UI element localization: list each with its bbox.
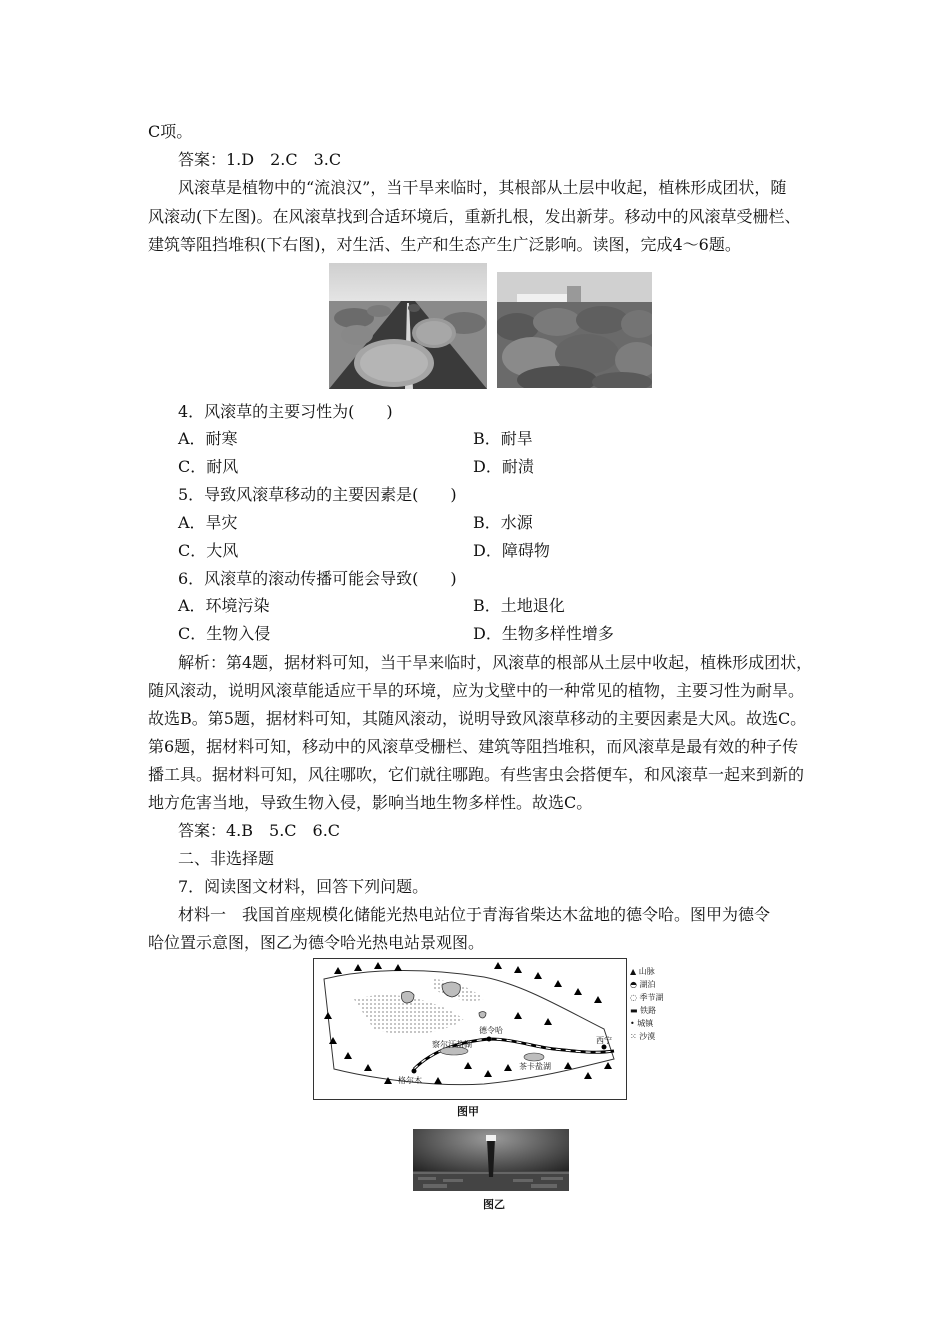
- seasonal-lake-icon: ◌: [630, 993, 637, 1002]
- option-6d: D．生物多样性增多: [473, 624, 614, 643]
- answer-line-2: 答案：4.B 5.C 6.C: [178, 821, 341, 840]
- legend-town: • 城镇: [630, 1019, 654, 1028]
- analysis-line: 第6题，据材料可知，移动中的风滚草受栅栏、建筑等阻挡堆积，而风滚草是最有效的种子传: [148, 737, 799, 756]
- lake-icon: ◓: [630, 980, 637, 989]
- text-line: C项。: [148, 122, 193, 141]
- mountain-icon: ▲: [630, 967, 637, 976]
- map-label-geermu: 格尔木: [398, 1076, 422, 1085]
- option-4c: C．耐风: [178, 457, 239, 476]
- location-map: [313, 958, 627, 1100]
- material-paragraph: 风滚动(下左图)。在风滚草找到合适环境后，重新扎根，发出新芽。移动中的风滚草受栅栏、: [148, 207, 801, 226]
- map-legend: [630, 965, 664, 1043]
- option-6a: A．环境污染: [178, 596, 270, 615]
- railway-icon: ▬: [630, 1006, 638, 1015]
- map-label-chaerhan: 察尔汗盐湖: [432, 1040, 472, 1049]
- question-6-stem: 6．风滚草的滚动传播可能会导致( ): [178, 569, 457, 588]
- option-6c: C．生物入侵: [178, 624, 271, 643]
- material-one: 哈位置示意图，图乙为德令哈光热电站景观图。: [148, 933, 485, 952]
- legend-mountain: ▲ 山脉: [630, 967, 655, 976]
- option-5a: A．旱灾: [178, 513, 238, 532]
- mountain-icons: [324, 962, 612, 1084]
- option-6b: B．土地退化: [473, 596, 565, 615]
- map-label-xining: 西宁: [596, 1036, 612, 1045]
- legend-seasonal-lake: ◌ 季节湖: [630, 993, 664, 1002]
- town-icon: •: [630, 1019, 635, 1028]
- answer-line-1: 答案：1.D 2.C 3.C: [178, 150, 342, 169]
- map-label-chaka: 茶卡盐湖: [519, 1062, 551, 1071]
- photo-caption: 图乙: [483, 1198, 505, 1211]
- analysis-line: 地方危害当地，导致生物入侵，影响当地生物多样性。故选C。: [148, 793, 593, 812]
- material-paragraph: 风滚草是植物中的“流浪汉”，当干旱来临时，其根部从土层中收起，植株形成团状，随: [178, 178, 787, 197]
- solar-plant-photo: [413, 1129, 569, 1191]
- material-one: 材料一 我国首座规模化储能光热电站位于青海省柴达木盆地的德令哈。图甲为德令: [178, 905, 771, 924]
- desert-icon: ⁙: [630, 1032, 637, 1041]
- tumbleweed-pile-photo: [497, 272, 652, 388]
- tumbleweed-road-photo: [329, 263, 487, 389]
- map-label-delingha: 德令哈: [479, 1026, 503, 1035]
- option-4d: D．耐渍: [473, 457, 534, 476]
- section-heading: 二、非选择题: [178, 849, 275, 868]
- option-5d: D．障碍物: [473, 541, 550, 560]
- option-4a: A．耐寒: [178, 429, 238, 448]
- option-5c: C．大风: [178, 541, 239, 560]
- material-paragraph: 建筑等阻挡堆积(下右图)，对生活、生产和生态产生广泛影响。读图，完成4～6题。: [148, 235, 741, 254]
- analysis-line: 播工具。据材料可知，风往哪吹，它们就往哪跑。有些害虫会搭便车，和风滚草一起来到新的: [148, 765, 805, 784]
- question-5-stem: 5．导致风滚草移动的主要因素是( ): [178, 485, 457, 504]
- option-5b: B．水源: [473, 513, 533, 532]
- question-4-stem: 4．风滚草的主要习性为( ): [178, 402, 393, 421]
- legend-railway: ▬ 铁路: [630, 1006, 657, 1015]
- map-caption: 图甲: [457, 1105, 479, 1118]
- question-7-stem: 7．阅读图文材料，回答下列问题。: [178, 877, 429, 896]
- legend-lake: ◓ 湖泊: [630, 980, 656, 989]
- legend-desert: ⁙ 沙漠: [630, 1032, 656, 1041]
- analysis-line: 故选B。第5题，据材料可知，其随风滚动，说明导致风滚草移动的主要因素是大风。故选C。: [148, 709, 807, 728]
- analysis-line: 解析：第4题，据材料可知，当干旱来临时，风滚草的根部从土层中收起，植株形成团状，: [178, 653, 813, 672]
- analysis-line: 随风滚动，说明风滚草能适应干旱的环境，应为戈壁中的一种常见的植物，主要习性为耐旱。: [148, 681, 805, 700]
- option-4b: B．耐旱: [473, 429, 533, 448]
